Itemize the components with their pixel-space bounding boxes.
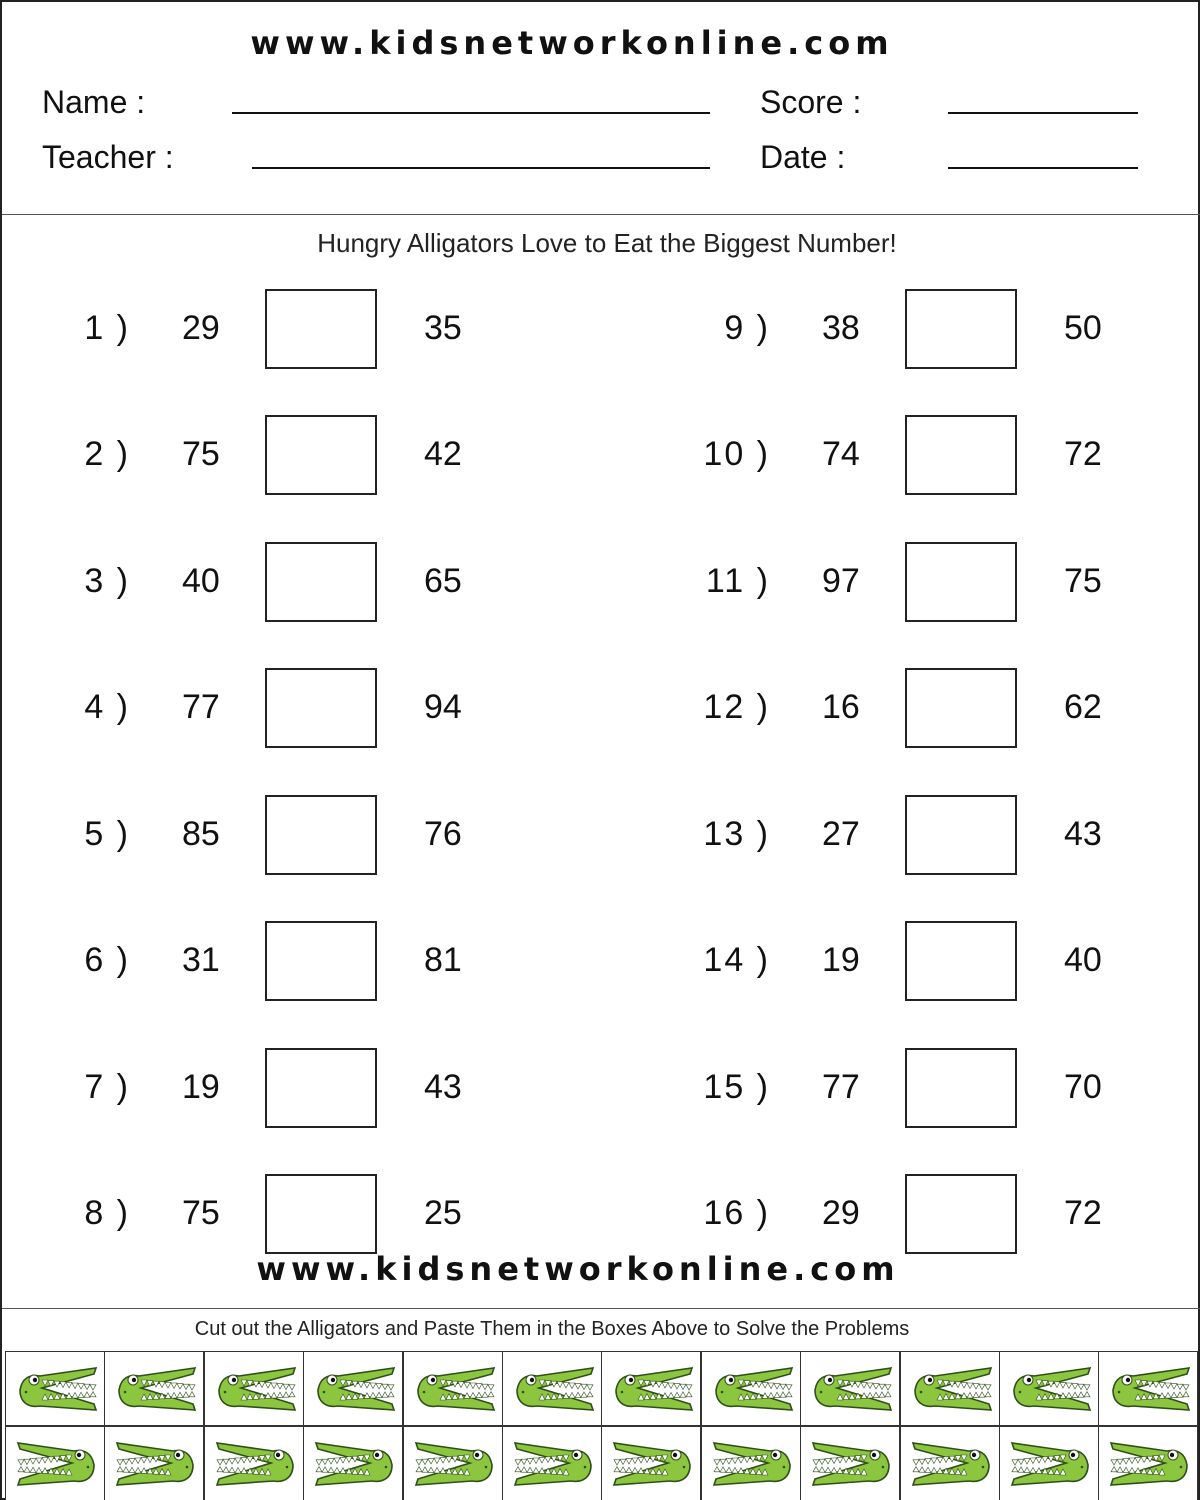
left-number: 40 xyxy=(182,562,220,600)
left-number: 75 xyxy=(182,1194,220,1232)
answer-box[interactable] xyxy=(905,795,1017,875)
cutout-cell[interactable] xyxy=(800,1426,900,1500)
answer-box[interactable] xyxy=(265,1174,377,1254)
problem-number: 10 ) xyxy=(703,435,770,473)
right-number: 72 xyxy=(1064,435,1102,473)
answer-box[interactable] xyxy=(905,1048,1017,1128)
name-label: Name : xyxy=(42,84,146,120)
cutout-cell[interactable] xyxy=(403,1351,503,1426)
cutout-cell[interactable] xyxy=(601,1426,701,1500)
left-number: 85 xyxy=(182,815,220,853)
problem-16 xyxy=(642,1174,1200,1254)
right-number: 35 xyxy=(424,309,462,347)
problem-number: 4 ) xyxy=(84,688,130,726)
problem-6 xyxy=(2,921,562,1001)
site-url-footer[interactable]: www.kidsnetworkonline.com xyxy=(256,1250,900,1288)
cutout-cell[interactable] xyxy=(800,1351,900,1426)
cutout-cell[interactable] xyxy=(1098,1351,1198,1426)
answer-box[interactable] xyxy=(905,921,1017,1001)
answer-box[interactable] xyxy=(905,1174,1017,1254)
cutout-cell[interactable] xyxy=(303,1426,403,1500)
problem-number: 7 ) xyxy=(84,1068,130,1106)
answer-box[interactable] xyxy=(265,542,377,622)
right-number: 42 xyxy=(424,435,462,473)
problem-number: 1 ) xyxy=(84,309,130,347)
cutout-cell[interactable] xyxy=(204,1351,304,1426)
left-number: 77 xyxy=(182,688,220,726)
alligator-cutout-strip xyxy=(5,1351,1198,1500)
cutout-cell[interactable] xyxy=(5,1426,105,1500)
right-number: 76 xyxy=(424,815,462,853)
left-number: 77 xyxy=(822,1068,860,1106)
problem-number: 2 ) xyxy=(84,435,130,473)
right-number: 72 xyxy=(1064,1194,1102,1232)
score-field[interactable] xyxy=(948,112,1138,114)
problem-4 xyxy=(2,668,562,748)
problem-number: 5 ) xyxy=(84,815,130,853)
cutout-cell[interactable] xyxy=(900,1426,1000,1500)
left-number: 16 xyxy=(822,688,860,726)
problem-2 xyxy=(2,415,562,495)
problem-number: 14 ) xyxy=(703,941,770,979)
cutout-cell[interactable] xyxy=(502,1351,602,1426)
right-number: 65 xyxy=(424,562,462,600)
answer-box[interactable] xyxy=(905,415,1017,495)
left-number: 97 xyxy=(822,562,860,600)
answer-box[interactable] xyxy=(905,668,1017,748)
problem-3 xyxy=(2,542,562,622)
teacher-field[interactable] xyxy=(252,167,710,169)
right-number: 75 xyxy=(1064,562,1102,600)
answer-box[interactable] xyxy=(265,289,377,369)
left-number: 74 xyxy=(822,435,860,473)
site-url-header[interactable]: www.kidsnetworkonline.com xyxy=(250,24,894,62)
cutout-cell[interactable] xyxy=(999,1426,1099,1500)
problem-number: 11 ) xyxy=(705,562,770,600)
answer-box[interactable] xyxy=(905,542,1017,622)
instructions-title: Hungry Alligators Love to Eat the Biggest Number! xyxy=(317,228,897,258)
answer-box[interactable] xyxy=(265,795,377,875)
cutout-cell[interactable] xyxy=(204,1426,304,1500)
problem-13 xyxy=(642,795,1200,875)
right-number: 94 xyxy=(424,688,462,726)
cutout-cell[interactable] xyxy=(502,1426,602,1500)
answer-box[interactable] xyxy=(265,1048,377,1128)
problem-11 xyxy=(642,542,1200,622)
problem-1 xyxy=(2,289,562,369)
problem-12 xyxy=(642,668,1200,748)
problem-number: 3 ) xyxy=(84,562,130,600)
cutout-cell[interactable] xyxy=(701,1351,801,1426)
problem-7 xyxy=(2,1048,562,1128)
left-number: 19 xyxy=(182,1068,220,1106)
score-label: Score : xyxy=(760,84,862,120)
problem-number: 8 ) xyxy=(84,1194,130,1232)
problem-15 xyxy=(642,1048,1200,1128)
footer-divider xyxy=(2,1308,1200,1309)
right-number: 43 xyxy=(424,1068,462,1106)
cutout-cell[interactable] xyxy=(303,1351,403,1426)
name-field[interactable] xyxy=(232,112,710,114)
answer-box[interactable] xyxy=(905,289,1017,369)
teacher-label: Teacher : xyxy=(42,139,174,175)
right-number: 43 xyxy=(1064,815,1102,853)
answer-box[interactable] xyxy=(265,415,377,495)
right-number: 40 xyxy=(1064,941,1102,979)
cutout-cell[interactable] xyxy=(999,1351,1099,1426)
cutout-cell[interactable] xyxy=(900,1351,1000,1426)
right-number: 62 xyxy=(1064,688,1102,726)
problem-number: 12 ) xyxy=(703,688,770,726)
cutout-cell[interactable] xyxy=(5,1351,105,1426)
problem-5 xyxy=(2,795,562,875)
right-number: 70 xyxy=(1064,1068,1102,1106)
problem-number: 9 ) xyxy=(724,309,770,347)
left-number: 29 xyxy=(182,309,220,347)
left-number: 31 xyxy=(182,941,220,979)
cutout-cell[interactable] xyxy=(1098,1426,1198,1500)
right-number: 81 xyxy=(424,941,462,979)
problem-number: 16 ) xyxy=(703,1194,770,1232)
cutout-instructions: Cut out the Alligators and Paste Them in the Boxes Above to Solve the Problems xyxy=(194,1318,910,1340)
left-number: 27 xyxy=(822,815,860,853)
cutout-cell[interactable] xyxy=(403,1426,503,1500)
problem-number: 13 ) xyxy=(703,815,770,853)
cutout-cell[interactable] xyxy=(104,1426,204,1500)
date-label: Date : xyxy=(760,139,846,175)
problem-8 xyxy=(2,1174,562,1254)
problem-9 xyxy=(642,289,1200,369)
date-field[interactable] xyxy=(948,167,1138,169)
answer-box[interactable] xyxy=(265,668,377,748)
problem-number: 15 ) xyxy=(703,1068,770,1106)
left-number: 29 xyxy=(822,1194,860,1232)
problem-14 xyxy=(642,921,1200,1001)
right-number: 50 xyxy=(1064,309,1102,347)
right-number: 25 xyxy=(424,1194,462,1232)
answer-box[interactable] xyxy=(265,921,377,1001)
cutout-cell[interactable] xyxy=(104,1351,204,1426)
header-divider xyxy=(2,214,1200,215)
left-number: 38 xyxy=(822,309,860,347)
problem-number: 6 ) xyxy=(84,941,130,979)
problem-10 xyxy=(642,415,1200,495)
cutout-cell[interactable] xyxy=(601,1351,701,1426)
cutout-cell[interactable] xyxy=(701,1426,801,1500)
left-number: 75 xyxy=(182,435,220,473)
left-number: 19 xyxy=(822,941,860,979)
